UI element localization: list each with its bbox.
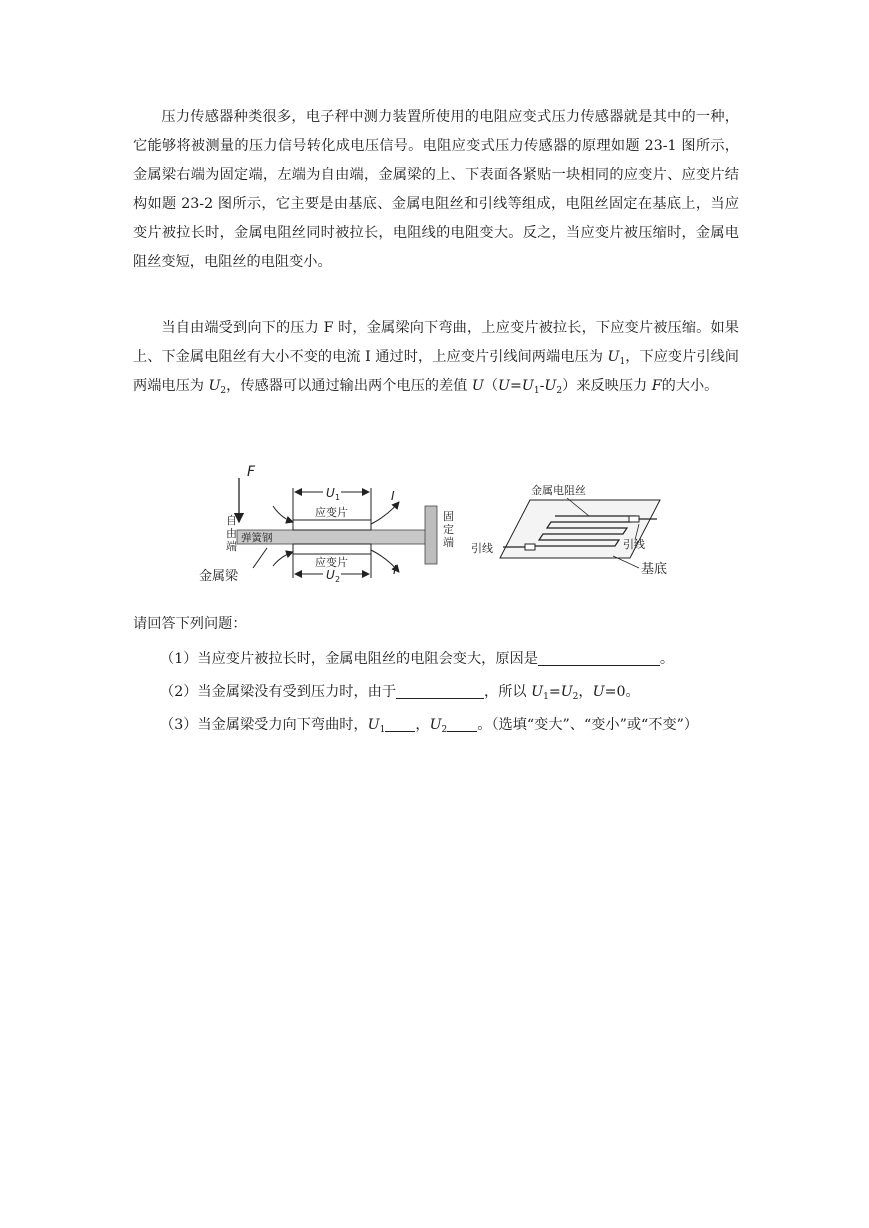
paragraph-text: ）来反映压力 [562, 378, 652, 394]
figure-1 [199, 464, 454, 584]
free-end-char-2: 由 [226, 527, 237, 540]
u1-label: U [326, 486, 335, 500]
strain-gauge-bottom [293, 544, 371, 554]
lead-right-label: 引线 [623, 538, 645, 551]
symbol-f: F [651, 378, 662, 394]
subscript: 1 [533, 386, 540, 396]
free-end-char-3: 端 [226, 540, 237, 553]
paragraph-text: ，传感器可以通过输出两个电压的差值 [226, 378, 472, 394]
question-2 [160, 681, 640, 701]
equals-sign: = [510, 378, 522, 394]
fixed-end-char-1: 固 [443, 510, 454, 523]
u2-label: U [326, 568, 335, 582]
subscript: 2 [556, 386, 563, 396]
gauge-bottom-label: 应变片 [315, 556, 348, 569]
symbol-u2: U [208, 378, 221, 394]
figure-svg [195, 460, 685, 590]
subscript: 2 [441, 725, 448, 735]
question-1 [160, 648, 674, 668]
free-end-char-1: 自 [226, 514, 237, 527]
symbol-u2: U [544, 378, 557, 394]
question-text: ， [578, 684, 593, 700]
answer-blank-2[interactable] [396, 683, 484, 699]
paragraph-text: 的大小。 [661, 378, 719, 394]
questions-intro: 请回答下列问题： [133, 616, 247, 632]
question-text: ， [415, 717, 430, 733]
paragraph-intro: 压力传感器种类很多，电子秤中测力装置所使用的电阻应变式压力传感器就是其中的一种，它能够将被测量的压力信号转化成电压信号。电阻应变式压力传感器的原理如题 23-1 图所示，金属梁右端为固定端，左端为自由端，金属梁的上、下表面各紧贴一块相同的应变片、应变片结构如题 23-2 图所示，它主要是由基底、金属电阻丝和引线等组成，电阻丝固定在基底上，当应变片被拉长时，金属电阻丝同时被拉长，电阻线的电阻变大。反之，当应变片被压缩时，金属电阻丝变短，电阻丝的电阻变小。 [133, 109, 739, 270]
wire-label: 金属电阻丝 [531, 484, 586, 497]
answer-blank-1[interactable] [538, 650, 660, 666]
equals-sign: = [548, 684, 561, 700]
strain-gauge-top [293, 520, 371, 530]
u2-sub: 2 [335, 575, 341, 584]
lead-left-label: 引线 [471, 542, 493, 555]
paragraph-text: ，下应变片引线间两端电压为 [133, 349, 739, 394]
fixed-end-char-2: 定 [443, 523, 454, 536]
paragraph-principle [133, 314, 739, 401]
spring-steel-label: 弹簧钢 [241, 532, 273, 544]
question-text: 。 [659, 651, 675, 667]
gauge-top-label: 应变片 [315, 506, 348, 519]
figure-strain-gauge [195, 460, 685, 590]
u1-sub: 1 [335, 493, 341, 502]
paragraph-text: （ [483, 378, 499, 394]
subscript: 2 [572, 692, 579, 702]
symbol-u: U [498, 378, 510, 394]
figure-2 [471, 483, 667, 577]
answer-blank-3a[interactable] [385, 716, 415, 732]
base-label: 基底 [641, 562, 668, 577]
subscript: 1 [619, 357, 626, 367]
question-text: （3）当金属梁受力向下弯曲时， [160, 717, 368, 733]
symbol-u2: U [429, 717, 442, 733]
answer-blank-3b[interactable] [447, 716, 477, 732]
fixed-end-char-3: 端 [443, 536, 454, 549]
symbol-u1: U [531, 684, 544, 700]
minus-sign: - [539, 378, 545, 394]
current-label-top: I [391, 489, 395, 503]
question-text: （1）当应变片被拉长时，金属电阻丝的电阻会变大，原因是 [160, 651, 538, 667]
symbol-u1: U [367, 717, 380, 733]
current-label-bottom: I [393, 563, 397, 577]
force-label: F [247, 464, 256, 480]
symbol-u1: U [521, 378, 534, 394]
subscript: 1 [379, 725, 386, 735]
question-text: ，所以 [484, 684, 532, 700]
paragraph-text: 当自由端受到向下的压力 F 时，金属梁向下弯曲，上应变片被拉长，下应变片被压缩。如果上、下金属电阻丝有大小不变的电流 I 通过时，上应变片引线间两端电压为 [133, 320, 739, 365]
fixed-wall [425, 506, 437, 564]
symbol-u1: U [607, 349, 620, 365]
question-3 [160, 714, 698, 734]
beam-label: 金属梁 [199, 569, 239, 584]
symbol-u2: U [560, 684, 573, 700]
subscript: 1 [543, 692, 549, 702]
subscript: 2 [220, 386, 227, 396]
question-text: 。（选填“变大”、“变小”或“不变”） [477, 717, 699, 733]
question-text: （2）当金属梁没有受到压力时，由于 [160, 684, 397, 700]
question-text: =0。 [604, 684, 640, 700]
symbol-u: U [592, 684, 605, 700]
symbol-u: U [471, 378, 484, 394]
